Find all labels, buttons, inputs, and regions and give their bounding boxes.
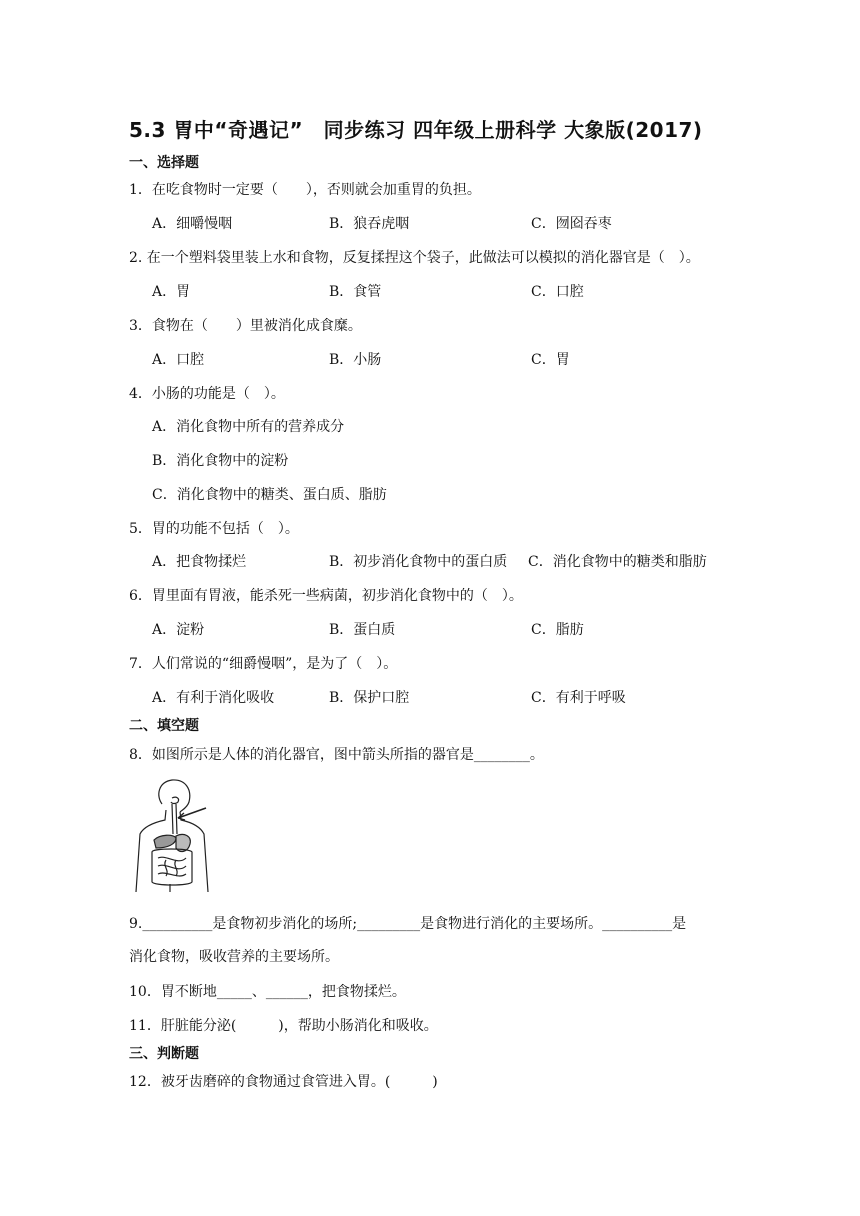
question-7-option-a: A．有利于消化吸收 bbox=[152, 690, 275, 706]
digestive-system-icon bbox=[132, 774, 214, 894]
question-1-option-a: A．细嚼慢咽 bbox=[152, 216, 233, 232]
question-12-stem: 12．被牙齿磨碎的食物通过食管进入胃。( ) bbox=[129, 1074, 438, 1090]
question-1-option-c: C．囫囵吞枣 bbox=[531, 216, 612, 232]
question-5-option-a: A．把食物揉烂 bbox=[152, 554, 247, 570]
question-6-option-b: B．蛋白质 bbox=[329, 622, 396, 638]
question-1-stem: 1．在吃食物时一定要（ ），否则就会加重胃的负担。 bbox=[129, 182, 481, 198]
section-heading-fill: 二、填空题 bbox=[129, 718, 199, 734]
question-8-stem: 8．如图所示是人体的消化器官，图中箭头所指的器官是________。 bbox=[129, 747, 544, 763]
question-6-option-c: C．脂肪 bbox=[531, 622, 584, 638]
page-title: 5.3 胃中“奇遇记” 同步练习 四年级上册科学 大象版(2017) bbox=[129, 118, 703, 142]
question-3-stem: 3．食物在（ ）里被消化成食糜。 bbox=[129, 318, 362, 334]
question-6-stem: 6．胃里面有胃液，能杀死一些病菌，初步消化食物中的（ ）。 bbox=[129, 588, 523, 604]
question-4-option-b: B．消化食物中的淀粉 bbox=[152, 453, 289, 469]
question-5-stem: 5．胃的功能不包括（ ）。 bbox=[129, 521, 299, 537]
question-4-option-c: C．消化食物中的糖类、蛋白质、脂肪 bbox=[152, 487, 387, 503]
question-3-option-a: A．口腔 bbox=[152, 352, 205, 368]
question-4-option-a: A．消化食物中所有的营养成分 bbox=[152, 419, 345, 435]
question-7-stem: 7．人们常说的“细爵慢咽”，是为了（ ）。 bbox=[129, 656, 398, 672]
question-4-stem: 4．小肠的功能是（ ）。 bbox=[129, 386, 285, 402]
question-10-stem: 10．胃不断地_____、______，把食物揉烂。 bbox=[129, 984, 406, 1000]
question-2-option-c: C．口腔 bbox=[531, 284, 584, 300]
question-2-option-a: A．胃 bbox=[152, 284, 191, 300]
section-heading-choice: 一、选择题 bbox=[129, 155, 199, 171]
question-1-option-b: B．狼吞虎咽 bbox=[329, 216, 410, 232]
question-3-option-b: B．小肠 bbox=[329, 352, 382, 368]
question-2-option-b: B．食管 bbox=[329, 284, 382, 300]
question-3-option-c: C．胃 bbox=[531, 352, 570, 368]
question-7-option-c: C．有利于呼吸 bbox=[531, 690, 626, 706]
question-6-option-a: A．淀粉 bbox=[152, 622, 205, 638]
question-9-line-2: 消化食物，吸收营养的主要场所。 bbox=[129, 949, 339, 965]
question-5-option-c: C．消化食物中的糖类和脂肪 bbox=[528, 554, 707, 570]
question-7-option-b: B．保护口腔 bbox=[329, 690, 410, 706]
question-11-stem: 11．肝脏能分泌( )，帮助小肠消化和吸收。 bbox=[129, 1018, 438, 1034]
question-5-option-b: B．初步消化食物中的蛋白质 bbox=[329, 554, 508, 570]
question-9-line-1: 9.__________是食物初步消化的场所;_________是食物进行消化的主要场所。__________是 bbox=[129, 916, 687, 932]
question-2-stem: 2. 在一个塑料袋里装上水和食物，反复揉捏这个袋子，此做法可以模拟的消化器官是（ ）。 bbox=[129, 250, 700, 266]
section-heading-judge: 三、判断题 bbox=[129, 1046, 199, 1062]
